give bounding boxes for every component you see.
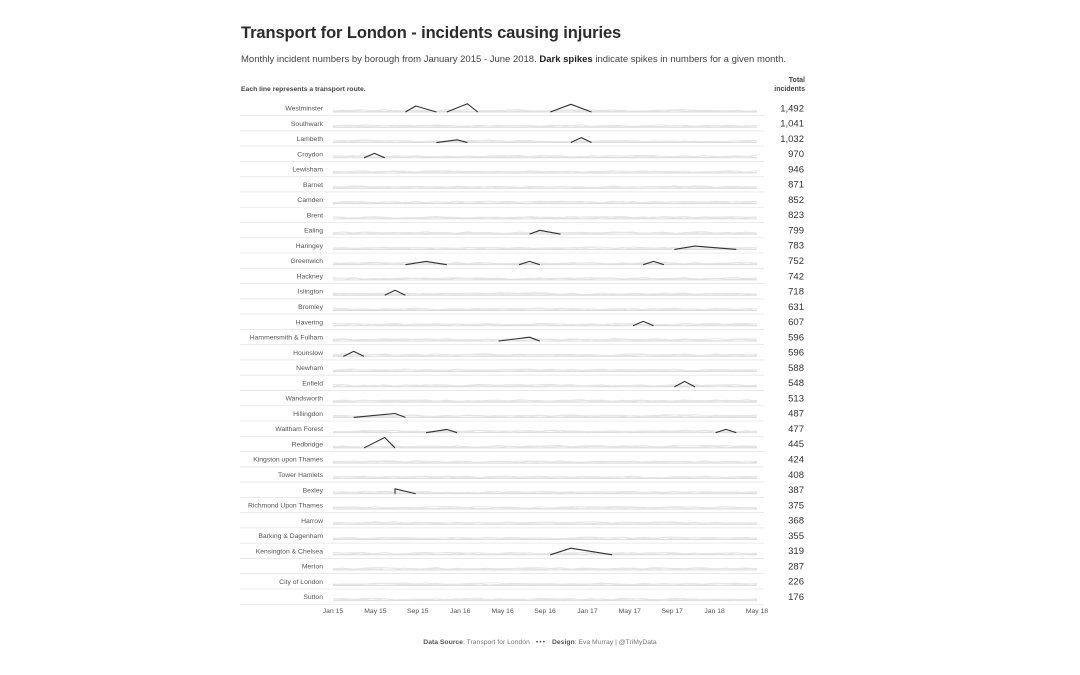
borough-label: City of London [279,578,323,586]
total-value: 742 [788,271,804,283]
total-value: 596 [788,347,804,359]
total-value: 823 [788,210,804,222]
total-value: 871 [788,179,804,191]
total-value: 445 [788,439,804,451]
footer-design-label: Design [551,639,575,646]
borough-label: Westminster [285,105,323,113]
borough-label: Bromley [298,304,323,312]
total-value: 970 [788,149,804,161]
borough-label: Hackney [296,273,323,281]
total-value: 718 [788,286,804,298]
total-value: 176 [788,591,804,603]
route-line [333,140,757,142]
borough-label: Barking & Dagenham [258,533,323,541]
footer-source-value: : Transport for London [462,639,530,646]
x-tick-label: May 17 [618,608,641,615]
borough-label: Harrow [301,517,323,525]
borough-label: Islington [297,288,323,296]
borough-label: Camden [297,197,323,205]
total-value: 408 [788,469,804,481]
borough-label: Lewisham [292,166,323,174]
x-tick-label: May 18 [745,608,769,615]
total-value: 631 [788,301,804,313]
x-tick-label: Jan 16 [449,608,471,615]
borough-label: Southwark [290,120,323,128]
total-value: 513 [788,393,804,405]
footer-design-value: : Eva Murray | @TriMyData [574,639,657,646]
total-value: 487 [788,408,804,420]
total-value: 477 [788,423,804,435]
x-tick-label: May 16 [491,608,514,615]
total-value: 375 [788,500,804,512]
borough-label: Greenwich [290,258,323,266]
total-value: 424 [788,454,804,466]
borough-label: Sutton [303,594,323,602]
total-value: 1,041 [780,118,804,130]
borough-label: Wandsworth [285,395,323,403]
borough-label: Haringey [295,242,323,250]
total-value: 368 [788,515,804,527]
x-tick-label: Jan 17 [577,608,598,615]
borough-label: Redbridge [291,441,323,449]
footer-source-label: Data Source [423,639,463,646]
total-value: 226 [788,576,804,588]
borough-label: Brent [306,212,323,220]
x-tick-label: May 15 [364,608,387,615]
borough-label: Enfield [302,380,323,388]
subtitle-text-bold: Dark spikes [539,54,593,65]
subtitle-text-post: indicate spikes in numbers for a given month. [595,54,786,65]
total-value: 852 [788,194,804,206]
borough-label: Richmond Upon Thames [247,502,323,510]
total-header-line2: incidents [774,86,805,93]
borough-label: Newham [296,365,323,373]
chart-title: Transport for London - incidents causing injuries [241,24,622,42]
total-value: 783 [788,240,804,252]
x-tick-label: Jan 15 [322,608,344,615]
subtitle-text-pre: Monthly incident numbers by borough from January 2015 - June 2018. [241,54,537,65]
x-tick-label: Sep 16 [534,608,556,615]
total-value: 946 [788,164,804,176]
total-value: 287 [788,561,804,573]
chart-note: Each line represents a transport route. [241,86,366,93]
borough-label: Hounslow [293,349,323,357]
borough-label: Ealing [304,227,323,235]
total-header-line1: Total [788,77,805,84]
total-value: 319 [788,546,804,558]
borough-label: Barnet [302,181,323,189]
footer-separator: ••• [535,639,546,646]
borough-label: Merton [301,563,323,571]
borough-label: Bexley [302,487,323,495]
total-value: 607 [788,317,804,329]
borough-label: Waltham Forest [275,426,323,434]
total-value: 588 [788,362,804,374]
borough-label: Croydon [297,151,323,159]
total-value: 799 [788,225,804,237]
borough-label: Hammersmith & Fulham [249,334,323,342]
route-line [333,247,757,249]
total-value: 1,032 [780,133,804,145]
x-tick-label: Sep 15 [407,608,429,615]
borough-label: Lambeth [296,136,323,144]
borough-label: Hillingdon [293,410,323,418]
borough-label: Kensington & Chelsea [255,548,323,556]
total-value: 596 [788,332,804,344]
x-tick-label: Sep 17 [661,608,683,615]
total-value: 1,492 [780,103,804,115]
borough-label: Kingston upon Thames [253,456,323,464]
total-value: 752 [788,256,804,267]
total-value: 548 [788,378,804,390]
borough-label: Havering [295,319,323,327]
total-value: 387 [788,485,804,497]
borough-label: Tower Hamlets [278,471,323,479]
total-value: 355 [788,530,804,542]
chart-footer [0,639,1080,646]
x-tick-label: Jan 18 [704,608,725,615]
